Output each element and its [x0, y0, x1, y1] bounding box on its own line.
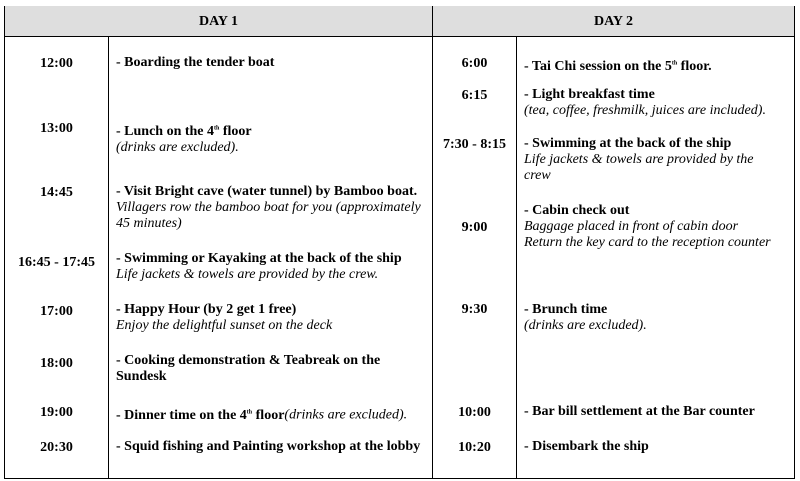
day2-activity-3: - Swimming at the back of the ship Life jackets & towels are provided by the crew [524, 136, 754, 183]
divider-day1-time [108, 37, 109, 479]
day1-time-8: 20:30 [40, 440, 73, 455]
day1-time-4: 16:45 - 17:45 [18, 255, 95, 270]
day1-activity-4: - Swimming or Kayaking at the back of the ship Life jackets & towels are provided by the crew. [116, 251, 402, 282]
day1-time-1: 12:00 [40, 56, 73, 71]
day2-activity-7: - Disembark the ship [524, 439, 649, 454]
day1-time-2: 13:00 [40, 121, 73, 136]
day2-time-1: 6:00 [461, 56, 488, 71]
day2-time-2: 6:15 [461, 88, 488, 103]
day1-activity-1: - Boarding the tender boat [116, 55, 275, 70]
day2-time-4: 9:00 [461, 220, 488, 235]
day1-activity-8: - Squid fishing and Painting workshop at the lobby [116, 439, 421, 454]
day1-activity-6: - Cooking demonstration & Teabreak on the Sundesk [116, 353, 381, 384]
day1-activity-7: - Dinner time on the 4th floor(drinks are excluded). [116, 407, 408, 423]
day1-time-3: 14:45 [40, 185, 73, 200]
day1-time-7: 19:00 [40, 405, 73, 420]
day1-header: DAY 1 [5, 6, 432, 37]
day2-activity-4: - Cabin check out Baggage placed in front of cabin door Return the key card to the reception counter [524, 203, 771, 250]
day2-activity-1: - Tai Chi session on the 5th floor. [524, 58, 712, 74]
day2-time-6: 10:00 [458, 405, 491, 420]
day2-time-7: 10:20 [458, 440, 491, 455]
day2-activity-5: - Brunch time (drinks are excluded). [524, 302, 647, 333]
day1-activity-3: - Visit Bright cave (water tunnel) by Bamboo boat. Villagers row the bamboo boat for you (approximately 45 minutes) [116, 184, 421, 231]
day1-activity-5: - Happy Hour (by 2 get 1 free) Enjoy the delightful sunset on the deck [116, 302, 333, 333]
day1-activity-2: - Lunch on the 4th floor (drinks are excluded). [116, 123, 252, 155]
divider-day2-time [516, 37, 517, 479]
day2-header: DAY 2 [433, 6, 794, 37]
day2-time-5: 9:30 [461, 302, 488, 317]
day2-activity-2: - Light breakfast time (tea, coffee, freshmilk, juices are included). [524, 87, 766, 118]
day1-time-6: 18:00 [40, 356, 73, 371]
day2-time-3: 7:30 - 8:15 [443, 137, 506, 152]
day1-time-5: 17:00 [40, 304, 73, 319]
day2-activity-6: - Bar bill settlement at the Bar counter [524, 404, 755, 419]
